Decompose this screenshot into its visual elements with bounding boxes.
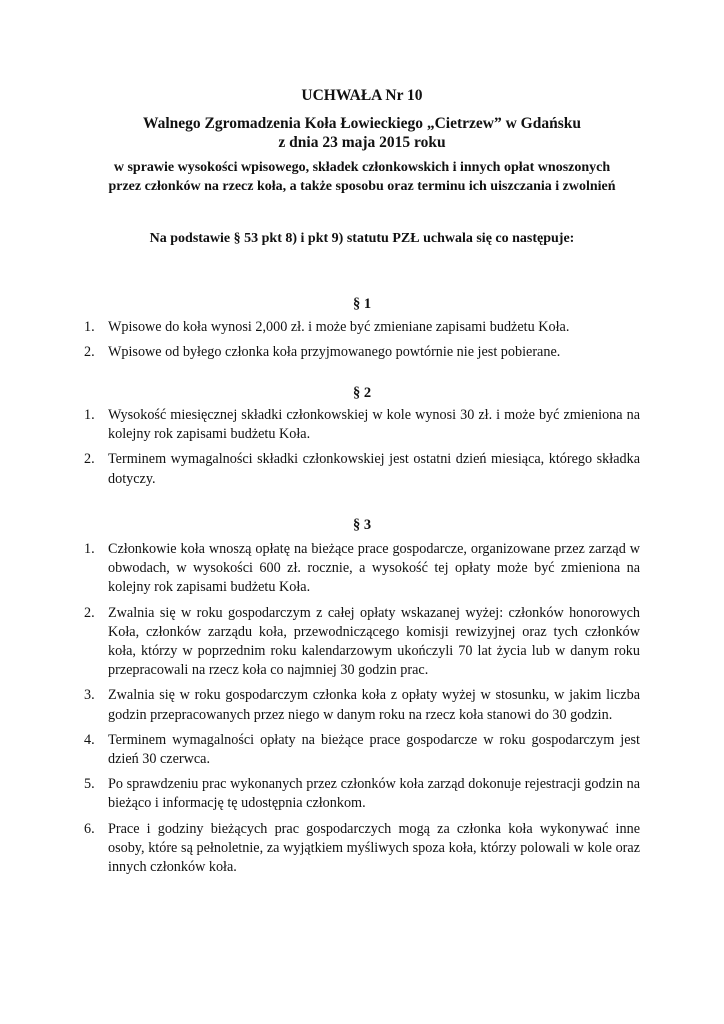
assembly-line: Walnego Zgromadzenia Koła Łowieckiego „Cietrzew” w Gdańsku [142,115,581,132]
section-mark-1: § 1 [352,296,372,312]
list-item: 2. Wpisowe od byłego członka koła przyjmowanego powtórnie nie jest pobierane. [84,344,561,361]
list-item: 1. Wpisowe do koła wynosi 2,000 zł. i może być zmieniane zapisami budżetu Koła. [84,319,570,335]
legal-basis: Na podstawie § 53 pkt 8) i pkt 9) statutu PZŁ uchwala się co następuje: [149,231,575,246]
section-3-list [84,540,640,877]
section-mark-2: § 2 [352,385,372,401]
list-item: 2. Terminem wymagalności składki członkowskiej jest ostatni dzień miesiąca, którego składka dotyczy. [84,451,640,487]
list-item: 6. Prace i godziny bieżących prac gospodarczych mogą za członka koła wykonywać inne osoby, które są pełnoletnie, za wyjątkiem myśliwych spoza koła, którzy polowali w kole oraz innych członków koła. [84,820,640,876]
date-line: z dnia 23 maja 2015 roku [278,134,446,151]
subject-line-2: przez członków na rzecz koła, a także sposobu oraz terminu ich uiszczania i zwolnień [108,179,616,194]
section-1-list [84,318,640,362]
section-mark-3: § 3 [352,517,372,533]
list-item: 1. Członkowie koła wnoszą opłatę na bieżące prace gospodarcze, organizowane przez zarząd w obwodach, w wysokości 600 zł. rocznie, a wysokość tej opłaty może być zmieniona na kolejny rok zapisami budżetu Koła. [84,541,640,596]
list-item: 2. Zwalnia się w roku gospodarczym z całej opłaty wskazanej wyżej: członków honorowych Koła, członków zarządu koła, przewodniczącego komisji rewizyjnej oraz tych członków koła, którzy w poprzednim roku kalendarzowym ukończyli 70 lat życia lub w danym roku przepracowali na rzecz koła co najmniej 30 godzin prac. [84,604,640,679]
list-item: 5. Po sprawdzeniu prac wykonanych przez członków koła zarząd dokonuje rejestracji godzin na bieżąco i informację tę udostępnia członkom. [84,776,640,812]
list-item: 1. Wysokość miesięcznej składki członkowskiej w kole wynosi 30 zł. i może być zmieniona na kolejny rok zapisami budżetu Koła. [84,407,640,443]
list-item: 3. Zwalnia się w roku gospodarczym członka koła z opłaty wyżej w stosunku, w jakim liczba godzin przepracowanych przez niego w danym roku na rzecz koła stanowi do 30 godzin. [84,687,640,723]
list-item: 4. Terminem wymagalności opłaty na bieżące prace gospodarcze w roku gospodarczym jest dzień 30 czerwca. [84,731,640,768]
resolution-title: UCHWAŁA Nr 10 [301,87,423,104]
subject-line-1: w sprawie wysokości wpisowego, składek członkowskich i innych opłat wnoszonych [113,160,611,175]
section-2-list [84,406,640,489]
